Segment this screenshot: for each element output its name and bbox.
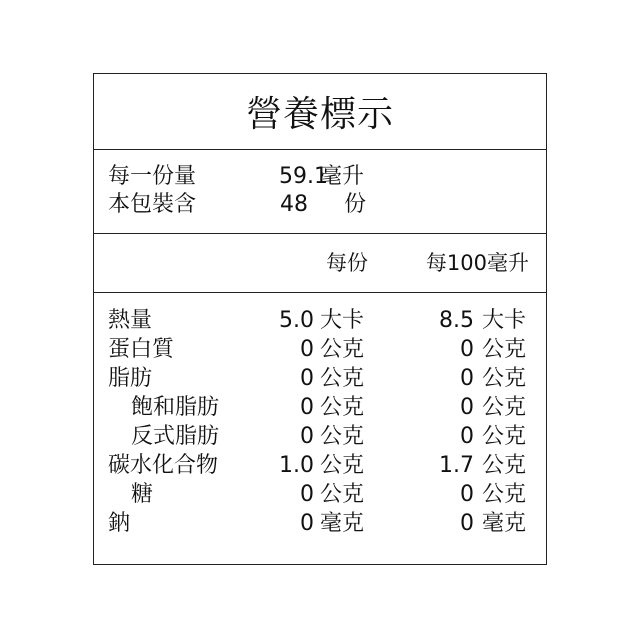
nutrient-per-100-value: 0 bbox=[460, 395, 474, 420]
nutrient-per-100-unit: 毫克 bbox=[482, 511, 527, 536]
nutrient-per-100-value: 1.7 bbox=[439, 453, 474, 478]
nutrient-per-100-value: 0 bbox=[460, 482, 474, 507]
nutrient-name: 脂肪 bbox=[108, 366, 153, 391]
nutrient-per-100-unit: 公克 bbox=[482, 337, 527, 362]
nutrient-name: 鈉 bbox=[108, 511, 131, 536]
nutrient-row bbox=[94, 422, 546, 451]
nutrition-label bbox=[93, 73, 547, 565]
nutrient-name: 反式脂肪 bbox=[131, 424, 220, 449]
label-title: 營養標示 bbox=[245, 94, 394, 135]
nutrient-per-100-value: 0 bbox=[460, 337, 474, 362]
nutrient-per-serving-unit: 公克 bbox=[320, 366, 365, 391]
nutrient-per-serving-value: 0 bbox=[300, 482, 314, 507]
nutrient-per-100-unit: 公克 bbox=[482, 424, 527, 449]
nutrient-name: 飽和脂肪 bbox=[131, 395, 220, 420]
nutrient-name: 蛋白質 bbox=[108, 337, 175, 362]
nutrient-row bbox=[94, 364, 546, 393]
nutrient-per-serving-unit: 毫克 bbox=[320, 511, 365, 536]
nutrient-per-100-value: 8.5 bbox=[439, 308, 474, 333]
nutrient-per-serving-value: 1.0 bbox=[279, 453, 314, 478]
nutrient-per-serving-unit: 公克 bbox=[320, 395, 365, 420]
nutrient-per-100-unit: 公克 bbox=[482, 395, 527, 420]
nutrient-per-serving-unit: 公克 bbox=[320, 424, 365, 449]
nutrient-per-serving-unit: 大卡 bbox=[320, 308, 365, 333]
nutrient-per-serving-unit: 公克 bbox=[320, 482, 365, 507]
nutrient-per-serving-value: 0 bbox=[300, 511, 314, 536]
nutrient-per-100-unit: 大卡 bbox=[482, 308, 527, 333]
nutrient-per-100-value: 0 bbox=[460, 511, 474, 536]
nutrient-name: 糖 bbox=[131, 482, 154, 507]
nutrient-per-100-unit: 公克 bbox=[482, 366, 527, 391]
nutrient-per-serving-value: 5.0 bbox=[279, 308, 314, 333]
nutrient-per-serving-value: 0 bbox=[300, 424, 314, 449]
servings-per-package-unit: 份 bbox=[344, 192, 367, 217]
column-header-per-100ml: 每100毫升 bbox=[425, 251, 529, 275]
nutrient-per-100-value: 0 bbox=[460, 424, 474, 449]
nutrient-per-serving-value: 0 bbox=[300, 395, 314, 420]
nutrient-row bbox=[94, 480, 546, 509]
serving-size-unit: 毫升 bbox=[320, 164, 365, 189]
servings-per-package-value: 48 bbox=[280, 192, 308, 217]
nutrient-row bbox=[94, 335, 546, 364]
nutrient-per-serving-value: 0 bbox=[300, 366, 314, 391]
nutrient-row bbox=[94, 509, 546, 538]
nutrients-list bbox=[94, 306, 546, 538]
title-section bbox=[94, 74, 546, 150]
nutrient-per-100-value: 0 bbox=[460, 366, 474, 391]
serving-size-value: 59.1 bbox=[279, 164, 328, 189]
nutrient-name: 碳水化合物 bbox=[108, 453, 219, 478]
servings-per-package-label: 本包裝含 bbox=[108, 192, 197, 217]
nutrient-per-100-unit: 公克 bbox=[482, 453, 527, 478]
nutrient-per-serving-unit: 公克 bbox=[320, 453, 365, 478]
serving-info-section bbox=[94, 149, 546, 234]
serving-size-label: 每一份量 bbox=[108, 164, 197, 189]
column-header-per-serving: 每份 bbox=[326, 251, 368, 275]
nutrient-per-serving-unit: 公克 bbox=[320, 337, 365, 362]
nutrient-per-100-unit: 公克 bbox=[482, 482, 527, 507]
nutrient-row bbox=[94, 451, 546, 480]
nutrient-row bbox=[94, 306, 546, 335]
column-header-section bbox=[94, 233, 546, 293]
nutrient-name: 熱量 bbox=[108, 308, 153, 333]
nutrient-row bbox=[94, 393, 546, 422]
nutrient-per-serving-value: 0 bbox=[300, 337, 314, 362]
